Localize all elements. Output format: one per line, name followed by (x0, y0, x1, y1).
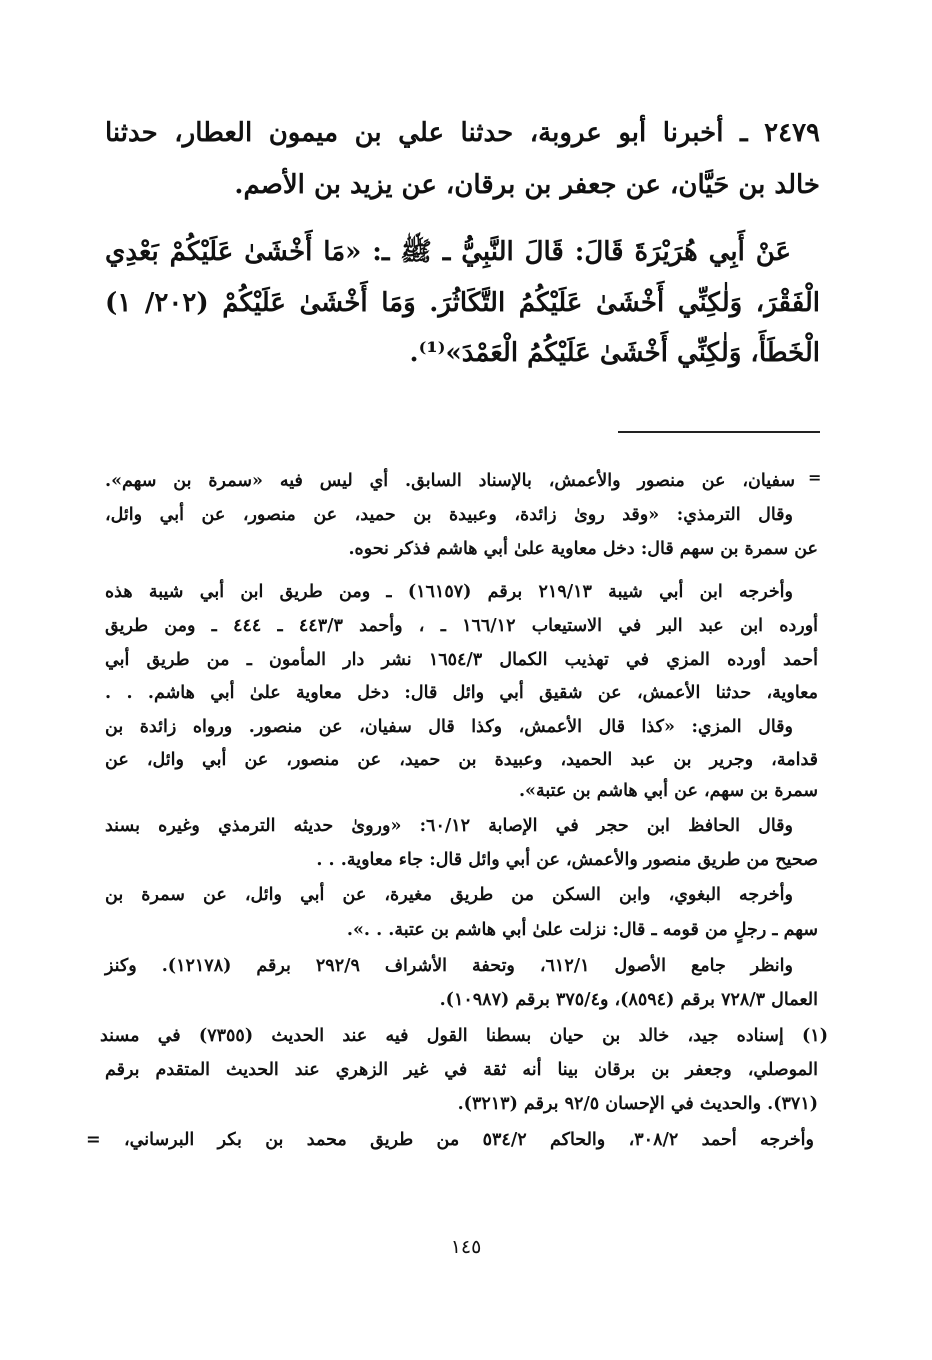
continuation-mark: = (808, 468, 822, 487)
footnote-line: الموصلي، وجعفر بن برقان بينا أنه ثقة في غير الزهري عند الحديث المتقدم برقم (105, 1060, 818, 1080)
footnote-line: صحيح من طريق منصور والأعمش، عن أبي وائل قال: جاء معاوية. . . (316, 850, 818, 870)
footnote-line: عن سمرة بن سهم قال: دخل معاوية علىٰ أبي هاشم فذكر نحوه. (348, 539, 818, 559)
footnote-line: وأخرجه أحمد ٣٠٨/٢، والحاكم ٥٣٤/٢ من طريق محمد بن بكر البرساني، = (86, 1130, 814, 1150)
footnote-line: سفيان، عن منصور والأعمش، بالإسناد السابق. أي ليس فيه «سمرة بن سهم». (105, 471, 795, 491)
hadith-line: عَنْ أَبِي هُرَيْرَةَ قَالَ: قَالَ النَّبِيُّ ـ ﷺ ـ: «مَا أَخْشَىٰ عَلَيْكُمْ بَعْدِي (105, 237, 791, 267)
footnote-line: أورده ابن عبد البر في الاستيعاب ١٦٦/١٢ ـ ، وأحمد ٤٤٣/٣ ـ ٤٤٤ ـ ومن طريق (105, 616, 819, 636)
hadith-line: خالد بن حَيَّان، عن جعفر بن برقان، عن يزيد بن الأصم. (234, 170, 820, 200)
footnote-line: وانظر جامع الأصول ٦١٢/١، وتحفة الأشراف ٢٩٢/٩ برقم (١٢١٧٨). وكنز (105, 956, 793, 976)
hadith-line: ٢٤٧٩ ـ أخبرنا أبو عروبة، حدثنا علي بن ميمون العطار، حدثنا (105, 118, 820, 148)
hadith-line: الْخَطَأَ، وَلٰكِنِّي أَخْشَىٰ عَلَيْكُمُ الْعَمْدَ»⁽¹⁾. (409, 338, 820, 368)
footnote-separator (618, 431, 820, 433)
footnote-line: العمال ٧٢٨/٣ برقم (٨٥٩٤)، و٣٧٥/٤ برقم (١٠٩٨٧). (439, 990, 818, 1010)
footnote-line: أحمد أورده المزي في تهذيب الكمال ١٦٥٤/٣ نشر دار المأمون ـ من طريق أبي (105, 650, 818, 670)
footnote-line: (١) إسناده جيد، خالد بن حيان بسطنا القول فيه عند الحديث (٧٣٥٥) في مسند (100, 1026, 828, 1046)
footnote-line: وقال الحافظ ابن حجر في الإصابة ٦٠/١٢: «وروىٰ حديثه الترمذي وغيره بسند (105, 816, 793, 836)
footnote-line: (٣٧١). والحديث في الإحسان ٩٢/٥ برقم (٣٢١٣). (457, 1094, 818, 1114)
footnote-line: سهم ـ رجلٍ من قومه ـ قال: نزلت علىٰ أبي هاشم بن عتبة. . .». (346, 920, 818, 940)
footnote-line: وقال الترمذي: «وقد روىٰ زائدة، وعبيدة بن حميد، عن منصور، عن أبي وائل، (105, 505, 793, 525)
page-number: ١٤٥ (450, 1236, 482, 1258)
footnote-line: قدامة، وجرير بن عبد الحميد، وعبيدة بن حميد، عن منصور، عن أبي وائل، عن (105, 750, 818, 770)
footnote-line: وأخرجه ابن أبي شيبة ٢١٩/١٣ برقم (١٦١٥٧) ـ ومن طريق ابن أبي شيبة هذه (105, 582, 793, 602)
footnote-line: سمرة بن سهم، عن أبي هاشم بن عتبة». (518, 781, 818, 801)
hadith-line: الْفَقْرَ، وَلٰكِنِّي أَخْشَىٰ عَلَيْكُمُ التَّكَاثُرَ. وَمَا أَخْشَىٰ عَلَيْكُمْ (٢٠٢/ ١) (105, 288, 820, 318)
footnote-line: وقال المزي: «كذا قال الأعمش، وكذا قال سفيان، عن منصور. ورواه زائدة بن (105, 717, 793, 737)
footnote-line: معاوية، حدثنا الأعمش، عن شقيق أبي وائل قال: دخل معاوية علىٰ أبي هاشم. . . (105, 683, 818, 703)
footnote-line: وأخرجه البغوي، وابن السكن من طريق مغيرة، عن أبي وائل، عن سمرة بن (105, 885, 793, 905)
